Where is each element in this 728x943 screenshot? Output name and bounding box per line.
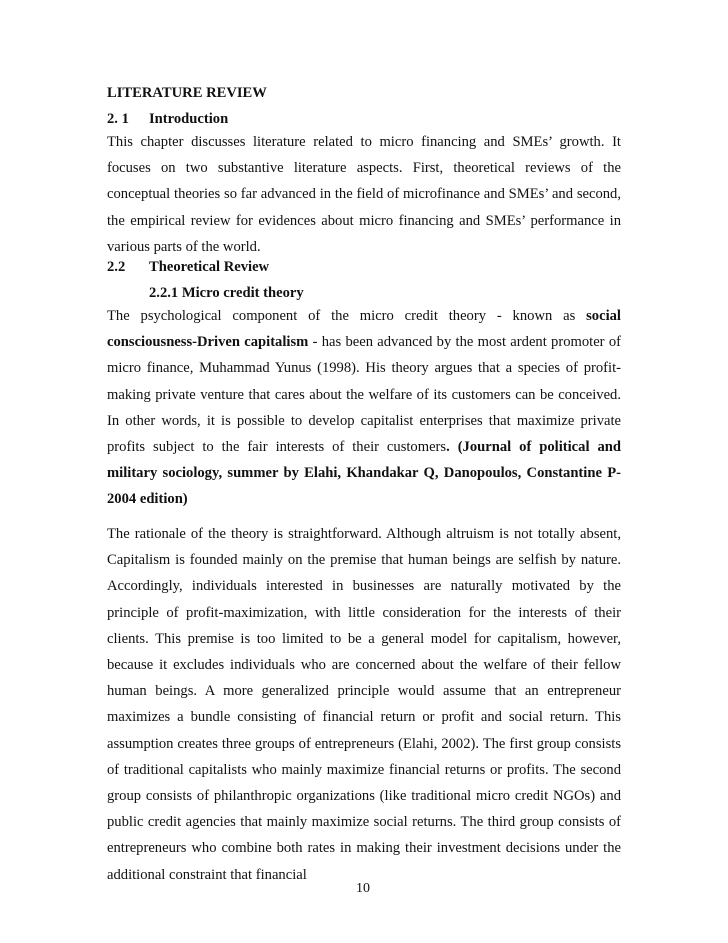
section-title: Introduction <box>149 111 229 127</box>
subsection-heading-micro-credit-theory: 2.2.1 Micro credit theory <box>149 285 304 301</box>
paragraph-text: - has been advanced by the most ardent promoter of micro finance, Muhammad Yunus (1998). His theory argues that a species of profit-making private venture that cares about the welfare of its customers can be conceived. In other words, it is possible to develop capitalist enterprises that maximize private profits subject to the fair interests of their customers <box>107 334 621 456</box>
paragraph-text: The psychological component of the micro credit theory - known as <box>107 308 587 324</box>
section-title: Theoretical Review <box>149 259 270 275</box>
section-heading-theoretical-review <box>107 259 269 276</box>
section-heading-introduction <box>107 111 228 128</box>
section-number: 2. 1 <box>107 111 129 127</box>
citation-text: . (Journal of political and military sociology, summer by Elahi, Khandakar Q, Danopoulos, Constantine P- 2004 edition) <box>107 439 621 508</box>
rationale-paragraph: The rationale of the theory is straightforward. Although altruism is not totally absent, Capitalism is founded mainly on the premise that human beings are selfish by nature. Accordingly, individuals interested in businesses are naturally motivated by the principle of profit-maximization, with little consideration for the interests of their clients. This premise is too limited to be a general model for capitalism, however, because it excludes individuals who are concerned about the welfare of their fellow human beings. A more generalized principle would assume that an entrepreneur maximizes a bundle consisting of financial return or profit and social return. This assumption creates three groups of entrepreneurs (Elahi, 2002). The first group consists of traditional capitalists who mainly maximize financial returns or profits. The second group consists of philanthropic organizations (like traditional micro credit NGOs) and public credit agencies that mainly maximize social returns. The third group consists of entrepreneurs who combine both rates in making their investment decisions under the additional constraint that financial <box>107 526 621 883</box>
micro-credit-paragraph <box>107 303 621 513</box>
section-number: 2.2 <box>107 259 126 275</box>
emphasis-text: social consciousness-Driven capitalism <box>107 308 621 351</box>
chapter-title: LITERATURE REVIEW <box>107 85 267 101</box>
intro-paragraph: This chapter discusses literature related to micro financing and SMEs’ growth. It focuses on two substantive literature aspects. First, theoretical reviews of the conceptual theories so far advanced in the field of microfinance and SMEs’ and second, the empirical review for evidences about micro financing and SMEs’ performance in various parts of the world. <box>107 134 621 255</box>
page-number: 10 <box>356 881 370 896</box>
